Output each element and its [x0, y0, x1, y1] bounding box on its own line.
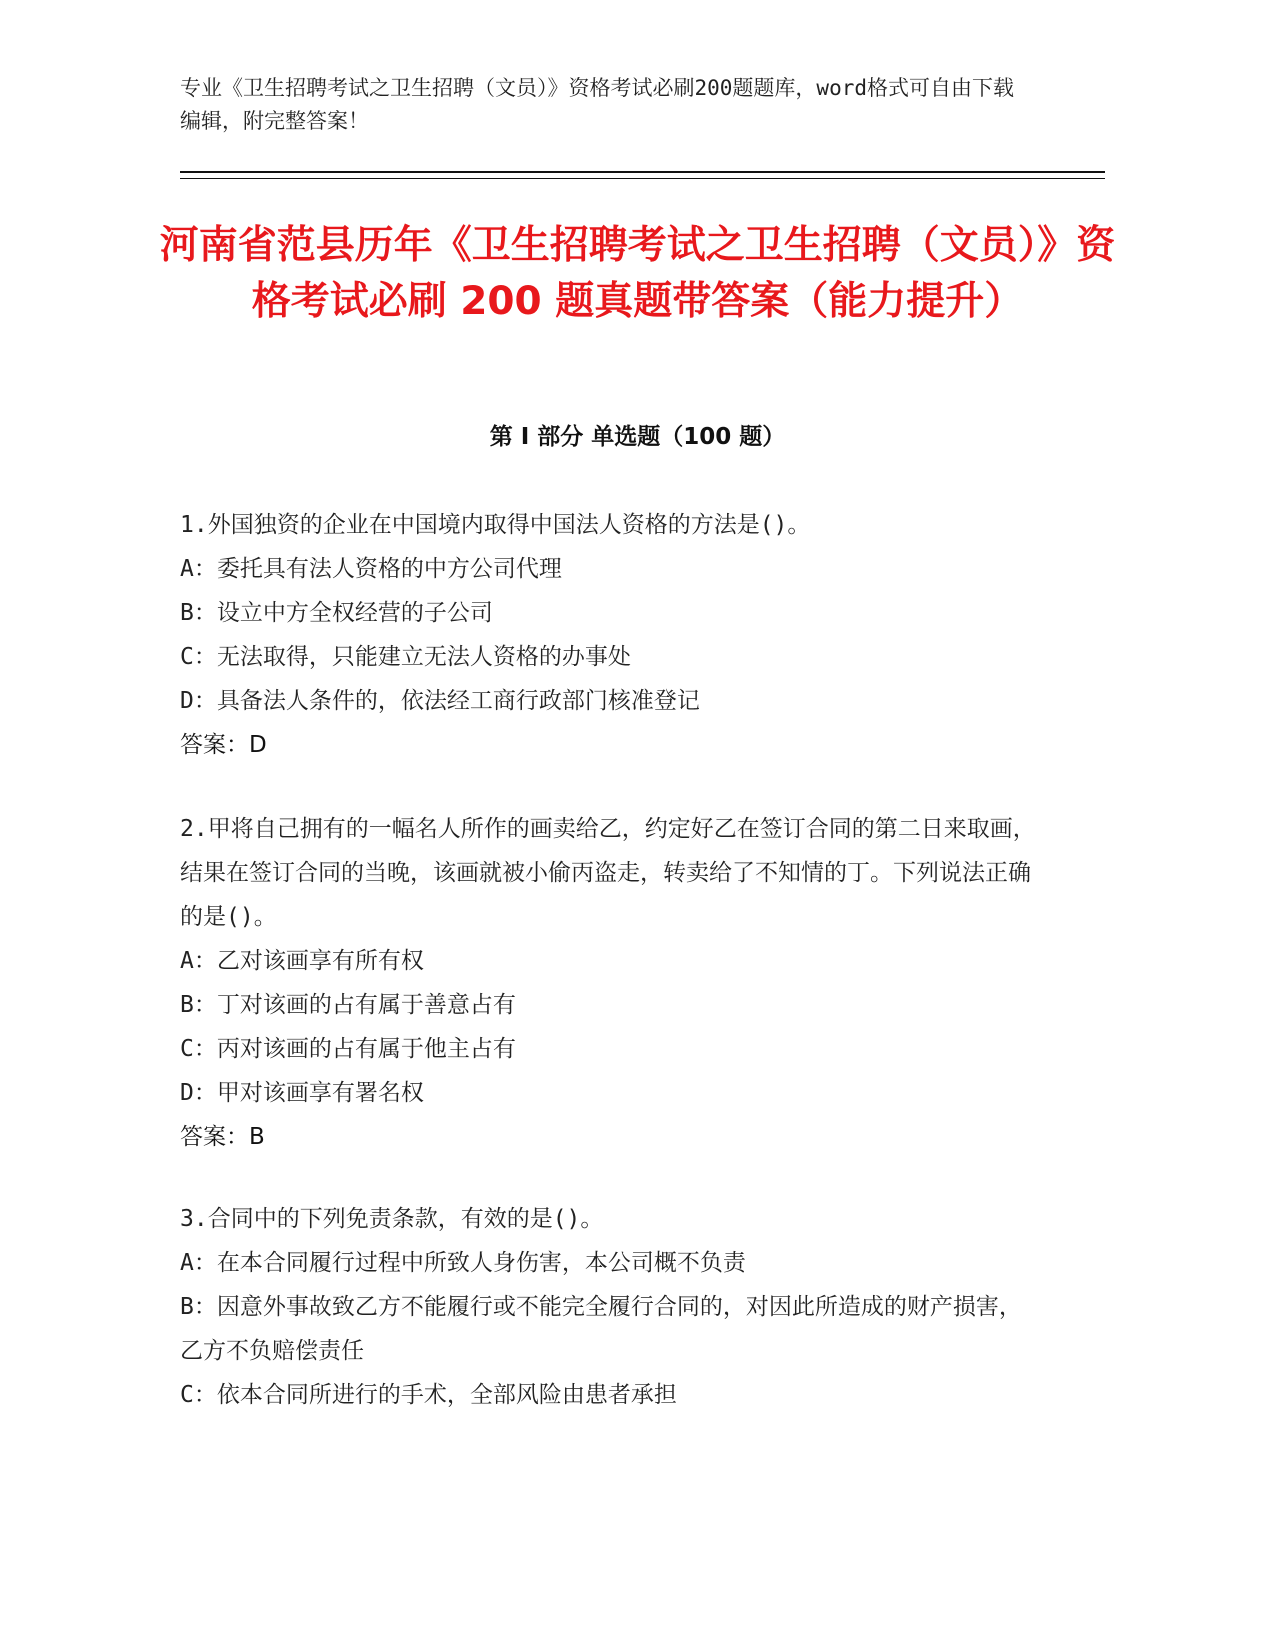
option-a: A：在本合同履行过程中所致人身伤害，本公司概不负责	[180, 1250, 746, 1276]
question-2	[180, 807, 1040, 1159]
question-stem: 3.合同中的下列免责条款，有效的是()。	[180, 1206, 604, 1232]
section-heading: 第 I 部分 单选题（100 题）	[489, 424, 786, 450]
document-title: 河南省范县历年《卫生招聘考试之卫生招聘（文员）》资格考试必刷 200 题真题带答案（能力提升）	[159, 223, 1116, 324]
option-c: C：依本合同所进行的手术，全部风险由患者承担	[180, 1382, 677, 1408]
option-c: C：无法取得，只能建立无法人资格的办事处	[180, 644, 631, 670]
option-c: C：丙对该画的占有属于他主占有	[180, 1036, 516, 1062]
header-note: 专业《卫生招聘考试之卫生招聘（文员）》资格考试必刷200题题库，word格式可自由下载编辑，附完整答案！	[180, 76, 1014, 133]
option-b: B：因意外事故致乙方不能履行或不能完全履行合同的，对因此所造成的财产损害，乙方不负赔偿责任	[180, 1294, 1022, 1364]
option-a: A：乙对该画享有所有权	[180, 948, 424, 974]
option-d: D：甲对该画享有署名权	[180, 1080, 424, 1106]
question-stem: 2.甲将自己拥有的一幅名人所作的画卖给乙，约定好乙在签订合同的第二日来取画，结果在签订合同的当晚，该画就被小偷丙盗走，转卖给了不知情的丁。下列说法正确的是()。	[180, 816, 1036, 930]
option-a: A：委托具有法人资格的中方公司代理	[180, 556, 562, 582]
question-3	[180, 1197, 1040, 1417]
option-d: D：具备法人条件的，依法经工商行政部门核准登记	[180, 688, 700, 714]
header-divider-thin	[180, 178, 1105, 179]
answer: 答案：B	[180, 1124, 265, 1150]
question-stem: 1.外国独资的企业在中国境内取得中国法人资格的方法是()。	[180, 512, 811, 538]
option-b: B：丁对该画的占有属于善意占有	[180, 992, 516, 1018]
option-b: B：设立中方全权经营的子公司	[180, 600, 493, 626]
header-divider-thick	[180, 171, 1105, 173]
answer: 答案：D	[180, 732, 267, 758]
question-1	[180, 503, 1040, 767]
